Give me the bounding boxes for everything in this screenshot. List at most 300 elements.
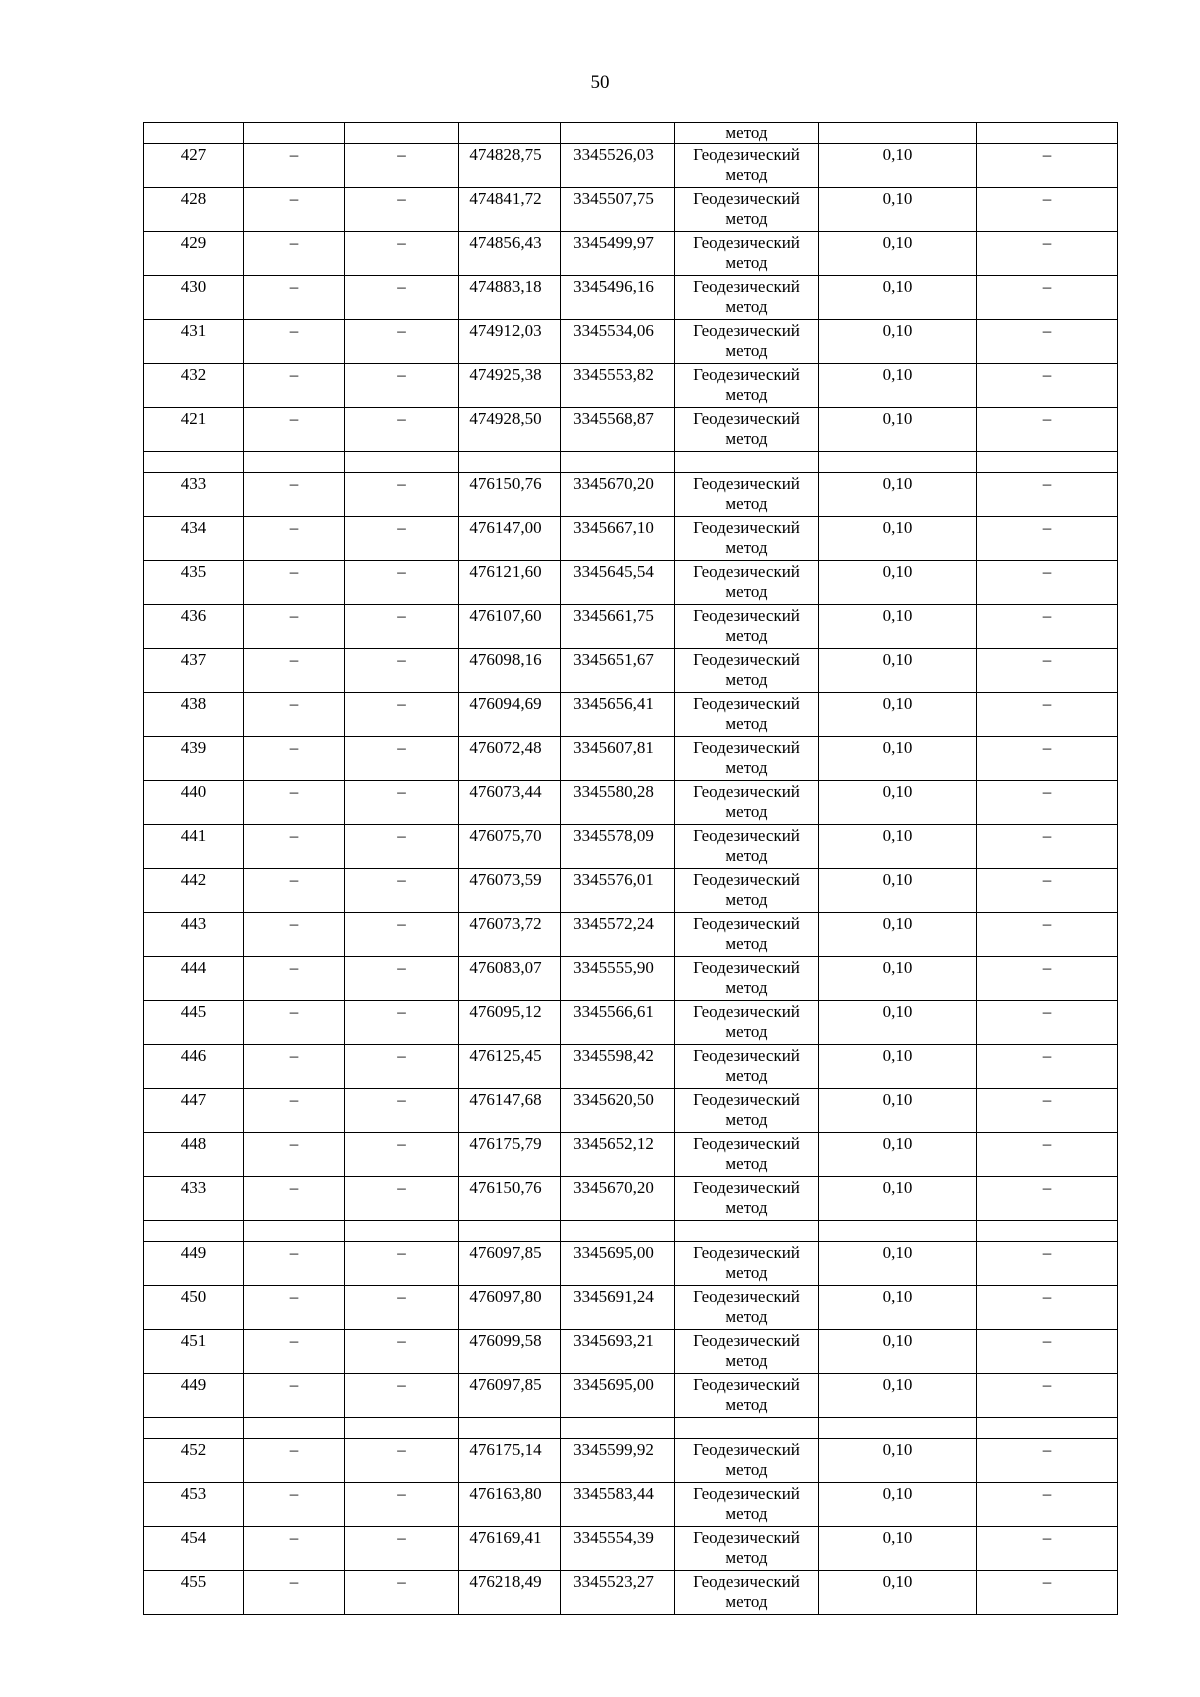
dash-cell: – [345, 473, 459, 517]
precision-value: 0,10 [819, 320, 977, 364]
coord-x: 476218,49 [459, 1571, 561, 1615]
precision-value: 0,10 [819, 1571, 977, 1615]
method-line1: Геодезический [693, 189, 800, 208]
dash-cell: – [977, 1527, 1118, 1571]
dash-cell: – [345, 1439, 459, 1483]
method-line1: Геодезический [693, 694, 800, 713]
method-line1: Геодезический [693, 1134, 800, 1153]
coord-y: 3345695,00 [561, 1242, 675, 1286]
method-line2: метод [725, 297, 768, 316]
dash-cell: – [977, 1045, 1118, 1089]
dash-cell: – [244, 1527, 345, 1571]
table-row [144, 1374, 1118, 1418]
point-number: 437 [144, 649, 244, 693]
method-cell [675, 517, 819, 561]
table-row [144, 408, 1118, 452]
empty-cell [977, 1418, 1118, 1439]
empty-cell [244, 1221, 345, 1242]
dash-cell: – [244, 276, 345, 320]
method-cell [675, 1001, 819, 1045]
method-line2: метод [725, 209, 768, 228]
coord-y: 3345534,06 [561, 320, 675, 364]
precision-value: 0,10 [819, 1045, 977, 1089]
method-line2: метод [725, 1198, 768, 1217]
method-line1: Геодезический [693, 782, 800, 801]
method-line2: метод [725, 978, 768, 997]
point-number: 448 [144, 1133, 244, 1177]
precision-value: 0,10 [819, 869, 977, 913]
coord-x: 474928,50 [459, 408, 561, 452]
coord-x: 476073,44 [459, 781, 561, 825]
method-line1: Геодезический [693, 606, 800, 625]
coord-x: 476099,58 [459, 1330, 561, 1374]
table-row [144, 649, 1118, 693]
method-line2: метод [725, 1460, 768, 1479]
method-cell [675, 364, 819, 408]
method-line2: метод [725, 758, 768, 777]
dash-cell: – [977, 781, 1118, 825]
coord-x: 476095,12 [459, 1001, 561, 1045]
empty-cell [345, 1418, 459, 1439]
dash-cell: – [977, 1286, 1118, 1330]
method-line1: Геодезический [693, 562, 800, 581]
point-number: 434 [144, 517, 244, 561]
point-number: 421 [144, 408, 244, 452]
method-line2: метод [725, 1110, 768, 1129]
empty-cell [144, 452, 244, 473]
point-number: 441 [144, 825, 244, 869]
coord-x: 476083,07 [459, 957, 561, 1001]
dash-cell: – [244, 1330, 345, 1374]
dash-cell: – [244, 957, 345, 1001]
point-number: 446 [144, 1045, 244, 1089]
table-row [144, 320, 1118, 364]
coord-y: 3345661,75 [561, 605, 675, 649]
method-cell [675, 144, 819, 188]
dash-cell: – [244, 188, 345, 232]
coord-y: 3345526,03 [561, 144, 675, 188]
method-cell [675, 1483, 819, 1527]
precision-value: 0,10 [819, 1177, 977, 1221]
coord-x: 474828,75 [459, 144, 561, 188]
dash-cell: – [345, 1374, 459, 1418]
page-number: 50 [590, 72, 610, 93]
dash-cell: – [345, 408, 459, 452]
coord-y: 3345599,92 [561, 1439, 675, 1483]
table-row [144, 1527, 1118, 1571]
coord-y: 3345572,24 [561, 913, 675, 957]
precision-value: 0,10 [819, 737, 977, 781]
coord-x: 474912,03 [459, 320, 561, 364]
point-number: 433 [144, 1177, 244, 1221]
dash-cell: – [977, 1439, 1118, 1483]
precision-value: 0,10 [819, 957, 977, 1001]
method-line1: Геодезический [693, 914, 800, 933]
dash-cell: – [345, 693, 459, 737]
method-line2: метод [725, 1154, 768, 1173]
precision-value: 0,10 [819, 693, 977, 737]
method-line2: метод [725, 582, 768, 601]
table-row [144, 276, 1118, 320]
dash-cell: – [345, 605, 459, 649]
empty-cell [244, 452, 345, 473]
precision-value: 0,10 [819, 188, 977, 232]
coord-y: 3345523,27 [561, 1571, 675, 1615]
coord-y: 3345670,20 [561, 1177, 675, 1221]
coord-y: 3345583,44 [561, 1483, 675, 1527]
method-line2: метод [725, 1548, 768, 1567]
dash-cell: – [244, 1177, 345, 1221]
method-line1: Геодезический [693, 1287, 800, 1306]
dash-cell: – [244, 561, 345, 605]
table-row [144, 825, 1118, 869]
method-line2: метод [725, 1592, 768, 1611]
method-line2: метод [725, 1504, 768, 1523]
method-cell [675, 1439, 819, 1483]
method-line1: Геодезический [693, 958, 800, 977]
dash-cell: – [345, 232, 459, 276]
dash-cell: – [345, 320, 459, 364]
empty-cell [561, 1221, 675, 1242]
coord-y: 3345553,82 [561, 364, 675, 408]
method-line2: метод [725, 385, 768, 404]
coord-y: 3345578,09 [561, 825, 675, 869]
coord-y: 3345496,16 [561, 276, 675, 320]
coord-x: 476075,70 [459, 825, 561, 869]
table-row [144, 1571, 1118, 1615]
empty-cell [459, 1221, 561, 1242]
empty-cell [977, 452, 1118, 473]
empty-cell [819, 452, 977, 473]
dash-cell: – [244, 605, 345, 649]
dash-cell: – [977, 1001, 1118, 1045]
dash-cell: – [345, 781, 459, 825]
method-line1: Геодезический [693, 518, 800, 537]
coordinates-table [143, 122, 1118, 1615]
method-cell [675, 232, 819, 276]
method-line1: Геодезический [693, 826, 800, 845]
table-row [144, 1286, 1118, 1330]
table-row [144, 957, 1118, 1001]
coord-x: 476169,41 [459, 1527, 561, 1571]
dash-cell: – [977, 957, 1118, 1001]
precision-value: 0,10 [819, 605, 977, 649]
dash-cell: – [977, 320, 1118, 364]
point-number: 451 [144, 1330, 244, 1374]
table-row [144, 869, 1118, 913]
dash-cell: – [345, 649, 459, 693]
empty-cell [459, 1418, 561, 1439]
method-line2: метод [725, 714, 768, 733]
method-line2: метод [725, 846, 768, 865]
coord-x: 474841,72 [459, 188, 561, 232]
method-line1: Геодезический [693, 1046, 800, 1065]
coord-y: 3345507,75 [561, 188, 675, 232]
dash-cell: – [244, 1483, 345, 1527]
point-number: 450 [144, 1286, 244, 1330]
empty-cell [345, 1221, 459, 1242]
coord-y: 3345580,28 [561, 781, 675, 825]
method-cell [675, 473, 819, 517]
table-row [144, 1133, 1118, 1177]
coord-y: 3345499,97 [561, 232, 675, 276]
continuation-row [144, 123, 1118, 144]
method-cell [675, 561, 819, 605]
method-cell [675, 1571, 819, 1615]
empty-cell [561, 452, 675, 473]
coord-x: 476125,45 [459, 1045, 561, 1089]
dash-cell: – [977, 517, 1118, 561]
method-line1: Геодезический [693, 321, 800, 340]
method-line1: Геодезический [693, 1440, 800, 1459]
method-line2: метод [725, 802, 768, 821]
dash-cell: – [244, 364, 345, 408]
coord-x: 476097,85 [459, 1242, 561, 1286]
coord-x: 476097,80 [459, 1286, 561, 1330]
method-cell [675, 408, 819, 452]
precision-value: 0,10 [819, 232, 977, 276]
method-cell [675, 1286, 819, 1330]
coord-x: 476073,72 [459, 913, 561, 957]
method-line2: метод [725, 934, 768, 953]
table-row [144, 1177, 1118, 1221]
coord-y: 3345652,12 [561, 1133, 675, 1177]
dash-cell: – [345, 957, 459, 1001]
dash-cell: – [977, 913, 1118, 957]
point-number: 444 [144, 957, 244, 1001]
dash-cell: – [977, 473, 1118, 517]
dash-cell: – [345, 1242, 459, 1286]
dash-cell: – [345, 1286, 459, 1330]
dash-cell: – [977, 561, 1118, 605]
precision-value: 0,10 [819, 1330, 977, 1374]
point-number: 442 [144, 869, 244, 913]
point-number: 432 [144, 364, 244, 408]
empty-cell [345, 452, 459, 473]
method-line2: метод [725, 494, 768, 513]
dash-cell: – [345, 1330, 459, 1374]
precision-value: 0,10 [819, 1286, 977, 1330]
method-line1: Геодезический [693, 1002, 800, 1021]
dash-cell: – [345, 1527, 459, 1571]
coord-x: 476072,48 [459, 737, 561, 781]
dash-cell: – [977, 144, 1118, 188]
point-number: 443 [144, 913, 244, 957]
dash-cell: – [977, 408, 1118, 452]
dash-cell: – [244, 1045, 345, 1089]
coord-y: 3345598,42 [561, 1045, 675, 1089]
point-number: 449 [144, 1242, 244, 1286]
precision-value: 0,10 [819, 144, 977, 188]
table-row [144, 1001, 1118, 1045]
point-number: 447 [144, 1089, 244, 1133]
coord-x: 476147,00 [459, 517, 561, 561]
table-row [144, 517, 1118, 561]
method-cell [675, 605, 819, 649]
method-line2: метод [725, 538, 768, 557]
coord-y: 3345645,54 [561, 561, 675, 605]
dash-cell: – [244, 693, 345, 737]
coord-y: 3345667,10 [561, 517, 675, 561]
dash-cell: – [345, 188, 459, 232]
precision-value: 0,10 [819, 1133, 977, 1177]
empty-cell [244, 1418, 345, 1439]
dash-cell: – [244, 1439, 345, 1483]
point-number: 435 [144, 561, 244, 605]
coord-x: 476175,79 [459, 1133, 561, 1177]
table-row [144, 1045, 1118, 1089]
coord-x: 476073,59 [459, 869, 561, 913]
point-number: 429 [144, 232, 244, 276]
point-number: 428 [144, 188, 244, 232]
method-cell [675, 1374, 819, 1418]
method-cell [675, 649, 819, 693]
table-row [144, 1242, 1118, 1286]
coord-y: 3345568,87 [561, 408, 675, 452]
dash-cell: – [345, 1089, 459, 1133]
coord-y: 3345670,20 [561, 473, 675, 517]
empty-cell [675, 1221, 819, 1242]
point-number: 455 [144, 1571, 244, 1615]
method-cell [675, 188, 819, 232]
empty-cell [144, 1221, 244, 1242]
dash-cell: – [244, 1374, 345, 1418]
dash-cell: – [244, 1133, 345, 1177]
dash-cell: – [244, 869, 345, 913]
dash-cell: – [244, 649, 345, 693]
point-number: 430 [144, 276, 244, 320]
point-number: 449 [144, 1374, 244, 1418]
point-number: 452 [144, 1439, 244, 1483]
dash-cell: – [244, 737, 345, 781]
dash-cell: – [345, 517, 459, 561]
coord-x: 476163,80 [459, 1483, 561, 1527]
point-number: 453 [144, 1483, 244, 1527]
method-cell [675, 1330, 819, 1374]
dash-cell: – [244, 144, 345, 188]
method-line2: метод [725, 429, 768, 448]
coord-x: 476107,60 [459, 605, 561, 649]
dash-cell: – [977, 188, 1118, 232]
method-line2: метод [725, 165, 768, 184]
coord-x: 474925,38 [459, 364, 561, 408]
dash-cell: – [345, 825, 459, 869]
dash-cell: – [244, 781, 345, 825]
coord-y: 3345691,24 [561, 1286, 675, 1330]
method-cell [675, 1133, 819, 1177]
table-row [144, 781, 1118, 825]
precision-value: 0,10 [819, 408, 977, 452]
dash-cell: – [345, 1045, 459, 1089]
separator-row [144, 452, 1118, 473]
precision-value: 0,10 [819, 781, 977, 825]
coord-y: 3345555,90 [561, 957, 675, 1001]
method-line2: метод [725, 1022, 768, 1041]
coord-y: 3345695,00 [561, 1374, 675, 1418]
dash-cell: – [345, 1133, 459, 1177]
point-number: 440 [144, 781, 244, 825]
method-cell [675, 825, 819, 869]
method-line2: метод [725, 626, 768, 645]
table-row [144, 1089, 1118, 1133]
method-cell [675, 1089, 819, 1133]
dash-cell: – [977, 1330, 1118, 1374]
dash-cell: – [345, 869, 459, 913]
table-row [144, 737, 1118, 781]
coord-y: 3345566,61 [561, 1001, 675, 1045]
precision-value: 0,10 [819, 825, 977, 869]
empty-cell [819, 1221, 977, 1242]
dash-cell: – [244, 913, 345, 957]
dash-cell: – [977, 605, 1118, 649]
method-line1: Геодезический [693, 409, 800, 428]
point-number: 436 [144, 605, 244, 649]
method-line1: Геодезический [693, 738, 800, 757]
table-row [144, 473, 1118, 517]
table-row [144, 1483, 1118, 1527]
dash-cell: – [977, 1483, 1118, 1527]
coord-x: 476150,76 [459, 473, 561, 517]
method-cell [675, 781, 819, 825]
method-cell [675, 1177, 819, 1221]
method-cell [675, 1242, 819, 1286]
dash-cell: – [244, 473, 345, 517]
point-number: 427 [144, 144, 244, 188]
coord-y: 3345651,67 [561, 649, 675, 693]
method-line2: метод [725, 1066, 768, 1085]
dash-cell: – [977, 232, 1118, 276]
point-number: 431 [144, 320, 244, 364]
coord-y: 3345693,21 [561, 1330, 675, 1374]
dash-cell: – [977, 1571, 1118, 1615]
dash-cell: – [977, 276, 1118, 320]
dash-cell: – [244, 1089, 345, 1133]
dash-cell: – [345, 561, 459, 605]
method-line1: Геодезический [693, 1375, 800, 1394]
dash-cell: – [977, 649, 1118, 693]
coord-y: 3345576,01 [561, 869, 675, 913]
method-line1: Геодезический [693, 1243, 800, 1262]
dash-cell: – [345, 276, 459, 320]
empty-cell [675, 1418, 819, 1439]
coord-y: 3345607,81 [561, 737, 675, 781]
method-cell [675, 276, 819, 320]
dash-cell: – [345, 737, 459, 781]
method-line1: Геодезический [693, 870, 800, 889]
precision-value: 0,10 [819, 1089, 977, 1133]
precision-value: 0,10 [819, 473, 977, 517]
method-cell [675, 693, 819, 737]
coord-x: 476097,85 [459, 1374, 561, 1418]
method-line2: метод [725, 1395, 768, 1414]
method-line1: Геодезический [693, 1484, 800, 1503]
dash-cell: – [244, 825, 345, 869]
coord-x: 474856,43 [459, 232, 561, 276]
precision-value: 0,10 [819, 364, 977, 408]
dash-cell: – [977, 1374, 1118, 1418]
dash-cell: – [244, 1242, 345, 1286]
coord-x: 476147,68 [459, 1089, 561, 1133]
precision-value: 0,10 [819, 561, 977, 605]
dash-cell: – [345, 144, 459, 188]
table-row [144, 1330, 1118, 1374]
table-row [144, 1439, 1118, 1483]
table-row [144, 364, 1118, 408]
table-row [144, 144, 1118, 188]
dash-cell: – [977, 364, 1118, 408]
method-line1: Геодезический [693, 145, 800, 164]
table-body [144, 123, 1118, 1615]
